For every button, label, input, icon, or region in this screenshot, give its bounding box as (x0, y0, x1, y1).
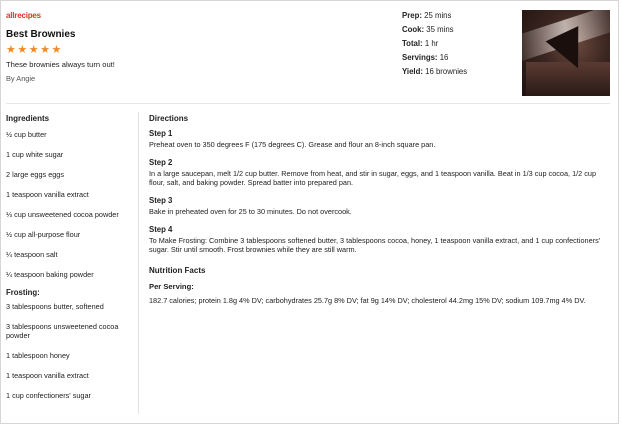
ingredient-item: 1 cup white sugar (6, 150, 64, 159)
ingredients-heading: Ingredients (6, 114, 50, 123)
brownie-photo (522, 10, 610, 96)
star-rating-icon: ★★★★★ (6, 44, 63, 56)
nutrition-heading: Nutrition Facts (149, 266, 206, 275)
meta-servings: Servings: 16 (402, 53, 449, 62)
ingredient-item: 1 teaspoon vanilla extract (6, 190, 89, 199)
frosting-item: 3 tablespoons unsweetened cocoa powder (6, 322, 119, 340)
frosting-item: 3 tablespoons butter, softened (6, 302, 104, 311)
ingredient-item: ⅓ cup unsweetened cocoa powder (6, 210, 119, 219)
step-text: To Make Frosting: Combine 3 tablespoons softened butter, 3 tablespoons cocoa, honey, 1 teaspoon vanilla extract, and 1 cup confectioners' sugar. Stir until smooth. Frost brownies while they are still warm. (149, 236, 601, 254)
frosting-item: 1 tablespoon honey (6, 351, 70, 360)
ingredient-item: ¼ teaspoon baking powder (6, 270, 94, 279)
recipe-description: These brownies always turn out! (6, 60, 115, 69)
directions-section (149, 114, 609, 305)
recipe-author: By Angie (6, 74, 36, 83)
step-text: In a large saucepan, melt 1/2 cup butter. Remove from heat, and stir in sugar, eggs, and 1 teaspoon vanilla. Beat in 1/3 cup cocoa, 1/2 cup flour, salt, and baking powder. Spread batter into prepared pan. (149, 169, 597, 187)
nutrition-subheading: Per Serving: (149, 282, 194, 291)
ingredients-section (6, 114, 131, 411)
meta-prep: Prep: 25 mins (402, 11, 452, 20)
allrecipes-logo[interactable]: allrecipes (6, 11, 41, 20)
step-title: Step 4 (149, 225, 173, 234)
recipe-meta (402, 9, 467, 79)
directions-heading: Directions (149, 114, 189, 123)
column-divider (138, 112, 139, 414)
frosting-heading: Frosting: (6, 288, 40, 297)
ingredient-item: 2 large eggs eggs (6, 170, 65, 179)
recipe-title: Best Brownies (6, 29, 76, 40)
meta-cook: Cook: 35 mins (402, 25, 454, 34)
step-title: Step 2 (149, 158, 173, 167)
step-text: Bake in preheated oven for 25 to 30 minutes. Do not overcook. (149, 207, 352, 216)
meta-total: Total: 1 hr (402, 39, 439, 48)
frosting-item: 1 teaspoon vanilla extract (6, 371, 89, 380)
ingredient-item: ½ cup butter (6, 130, 47, 139)
meta-yield: Yield: 16 brownies (402, 67, 468, 76)
nutrition-text: 182.7 calories; protein 1.8g 4% DV; carbohydrates 25.7g 8% DV; fat 9g 14% DV; cholesterol 44.2mg 15% DV; sodium 109.7mg 4% DV. (149, 296, 586, 305)
step-title: Step 3 (149, 196, 173, 205)
frosting-item: 1 cup confectioners' sugar (6, 391, 91, 400)
step-text: Preheat oven to 350 degrees F (175 degrees C). Grease and flour an 8-inch square pan. (149, 140, 436, 149)
header-divider (6, 103, 610, 104)
ingredient-item: ¼ teaspoon salt (6, 250, 58, 259)
ingredient-item: ½ cup all-purpose flour (6, 230, 81, 239)
step-title: Step 1 (149, 129, 173, 138)
